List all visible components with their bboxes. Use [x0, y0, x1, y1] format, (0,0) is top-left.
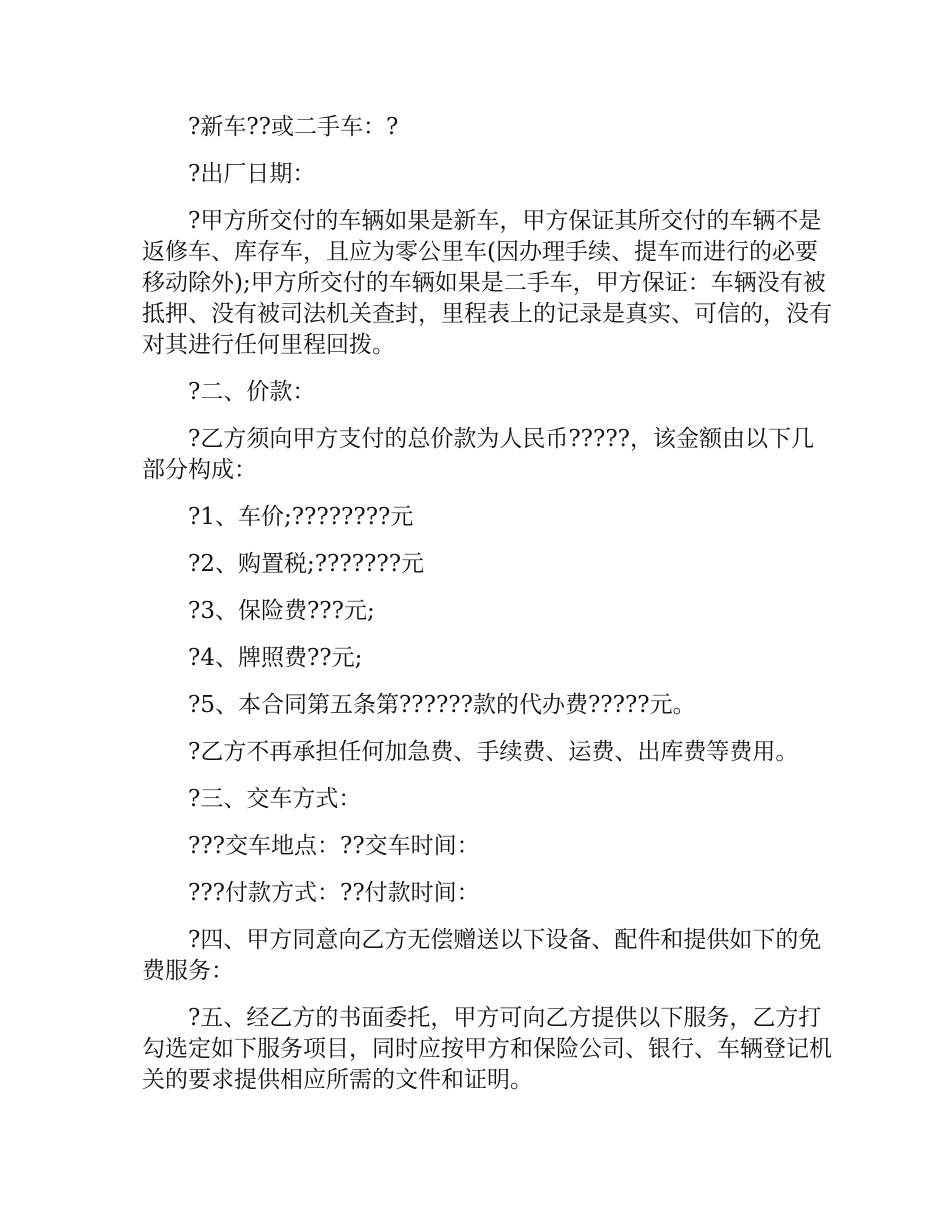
paragraph-vehicle-guarantee: ?甲方所交付的车辆如果是新车，甲方保证其所交付的车辆不是返修车、库存车，且应为零公里车(因办理手续、提车而进行的必要移动除外);甲方所交付的车辆如果是二手车，甲方保证：车辆没有被抵押、没有被司法机关查封，里程表上的记录是真实、可信的，没有对其进行任何里程回拨。 — [142, 208, 832, 358]
paragraph-free-gifts: ?四、甲方同意向乙方无偿赠送以下设备、配件和提供如下的免费服务： — [142, 927, 822, 984]
heading-delivery-method: ?三、交车方式： — [188, 786, 362, 812]
list-item-agency-fee: ?5、本合同第五条第??????款的代办费?????元。 — [188, 692, 696, 718]
paragraph-commissioned-services: ?五、经乙方的书面委托，甲方可向乙方提供以下服务，乙方打勾选定如下服务项目，同时应按甲方和保险公司、银行、车辆登记机关的要求提供相应所需的文件和证明。 — [142, 1005, 832, 1093]
paragraph-total-price: ?乙方须向甲方支付的总价款为人民币?????，该金额由以下几部分构成： — [142, 426, 814, 483]
paragraph-no-extra-fees: ?乙方不再承担任何加急费、手续费、运费、出库费等费用。 — [188, 739, 799, 765]
paragraph-manufacture-date: ?出厂日期： — [188, 161, 316, 187]
document-body — [142, 112, 832, 1112]
list-item-purchase-tax: ?2、购置税;???????元 — [188, 551, 425, 577]
list-item-insurance-fee: ?3、保险费???元; — [188, 598, 375, 624]
paragraph-delivery-place-time: ???交车地点：??交车时间： — [188, 833, 480, 859]
list-item-car-price: ?1、车价;????????元 — [188, 504, 414, 530]
paragraph-vehicle-type: ?新车??或二手车：? — [188, 114, 399, 140]
heading-price: ?二、价款： — [188, 379, 316, 405]
list-item-license-fee: ?4、牌照费??元; — [188, 645, 363, 671]
paragraph-payment-method-time: ???付款方式：??付款时间： — [188, 880, 480, 906]
